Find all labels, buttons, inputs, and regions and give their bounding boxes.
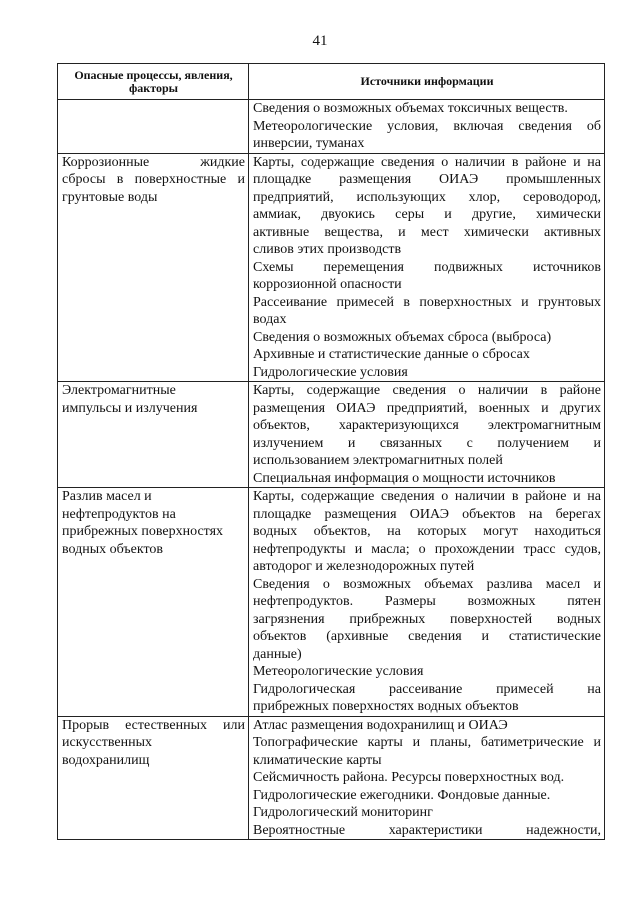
hazard-line: Прорыв естественных или bbox=[62, 717, 245, 733]
source-line: объектов (архивные сведения и статистические bbox=[253, 629, 601, 644]
hazard-cell bbox=[58, 382, 249, 488]
hazard-line: сбросы в поверхностные и bbox=[62, 172, 245, 187]
hazard-line: водных объектов bbox=[62, 541, 164, 557]
source-line: использованием электромагнитных полей bbox=[253, 453, 503, 468]
table-row bbox=[58, 382, 605, 488]
source-line: инверсии, туманах bbox=[253, 136, 365, 151]
sources-cell bbox=[249, 488, 605, 717]
source-line: Метеорологические условия bbox=[253, 664, 424, 679]
sources-cell bbox=[249, 153, 605, 382]
hazard-cell bbox=[58, 488, 249, 717]
source-line: Гидрологические условия bbox=[253, 364, 408, 380]
source-line: данные) bbox=[253, 646, 302, 662]
source-line: площадке размещения ОИАЭ промышленных bbox=[253, 172, 601, 187]
table-row bbox=[58, 100, 605, 154]
hazard-line: прибрежных поверхностях bbox=[62, 524, 224, 539]
source-line: Топографические карты и планы, батиметрические и bbox=[253, 735, 601, 750]
source-line: водах bbox=[253, 312, 287, 327]
source-line: Архивные и статистические данные о сбросах bbox=[253, 347, 530, 362]
source-line: Гидрологические ежегодники. Фондовые данные. bbox=[253, 787, 551, 803]
source-line: активные вещества, и мест химически активных bbox=[253, 224, 601, 240]
source-line: Метеорологические условия, включая сведения об bbox=[253, 118, 601, 134]
source-line: автодорог и железнодорожных путей bbox=[253, 559, 475, 574]
source-line: Вероятностные характеристики надежности, bbox=[253, 822, 601, 838]
source-line: Сейсмичность района. Ресурсы поверхностных вод. bbox=[253, 770, 565, 785]
source-line: объектов, характеризующихся электромагнитным bbox=[253, 418, 601, 433]
source-line: Специальная информация о мощности источников bbox=[253, 470, 556, 486]
page-number: 41 bbox=[312, 33, 328, 49]
sources-cell bbox=[249, 716, 605, 840]
table-row bbox=[58, 153, 605, 382]
source-line: излучением и связанных с получением и bbox=[253, 435, 601, 451]
source-line: Гидрологический мониторинг bbox=[253, 805, 433, 820]
hazard-line: искусственных bbox=[62, 735, 152, 750]
hazard-line: водохранилищ bbox=[62, 752, 150, 768]
source-line: водных объектов, на которых могут находиться bbox=[253, 524, 601, 539]
source-line: сливов этих производств bbox=[253, 242, 402, 257]
source-line: Карты, содержащие сведения о наличии в районе и на bbox=[253, 489, 601, 504]
source-line: Схемы перемещения подвижных источников bbox=[253, 259, 601, 275]
hazard-line: Разлив масел и bbox=[62, 489, 152, 504]
hazard-cell bbox=[58, 716, 249, 840]
sources-cell bbox=[249, 382, 605, 488]
source-line: размещения ОИАЭ предприятий, военных и других bbox=[253, 400, 601, 416]
source-line: Атлас размещения водохранилищ и ОИАЭ bbox=[253, 717, 508, 733]
hazard-line: Электромагнитные bbox=[62, 383, 176, 398]
source-line: Рассеивание примесей в поверхностных и грунтовых bbox=[253, 294, 601, 310]
table-row bbox=[58, 488, 605, 717]
hazard-cell bbox=[58, 153, 249, 382]
table-body bbox=[58, 100, 605, 840]
source-line: аммиак, двуокись серы и другие, химически bbox=[253, 207, 601, 222]
source-line: площадке размещения ОИАЭ объектов на берегах bbox=[253, 506, 601, 522]
sources-cell bbox=[249, 100, 605, 154]
source-line: Карты, содержащие сведения о наличии в районе bbox=[253, 383, 601, 398]
source-line: коррозионной опасности bbox=[253, 277, 402, 292]
hazard-line: Коррозионные жидкие bbox=[62, 154, 245, 170]
source-line: Сведения о возможных объемах сброса (выброса) bbox=[253, 329, 552, 345]
hazard-line: грунтовые воды bbox=[62, 189, 158, 205]
source-line: Карты, содержащие сведения о наличии в районе и на bbox=[253, 154, 601, 170]
source-line: Гидрологическая рассеивание примесей на bbox=[253, 681, 601, 697]
hazards-table bbox=[57, 63, 605, 840]
source-line: загрязнения прибрежных поверхностей водных bbox=[253, 611, 601, 627]
table-header-row bbox=[58, 64, 605, 100]
hazard-line: импульсы и излучения bbox=[62, 400, 198, 416]
source-line: предприятий, использующих хлор, сероводород, bbox=[253, 189, 601, 205]
hazard-line: нефтепродуктов на bbox=[62, 506, 176, 522]
source-line: нефтепродукты и масла; о прохождении трасс судов, bbox=[253, 541, 601, 557]
source-line: Сведения о возможных объемах разлива масел и bbox=[253, 576, 601, 592]
source-line: нефтепродуктов. Размеры возможных пятен bbox=[253, 594, 601, 609]
source-line: прибрежных поверхностях водных объектов bbox=[253, 699, 519, 714]
header-sources: Источники информации bbox=[249, 64, 605, 100]
table-row bbox=[58, 716, 605, 840]
source-line: климатические карты bbox=[253, 752, 382, 768]
header-hazard: Опасные процессы, явления, факторы bbox=[58, 64, 249, 100]
hazard-cell bbox=[58, 100, 249, 154]
source-line: Сведения о возможных объемах токсичных веществ. bbox=[253, 101, 568, 116]
